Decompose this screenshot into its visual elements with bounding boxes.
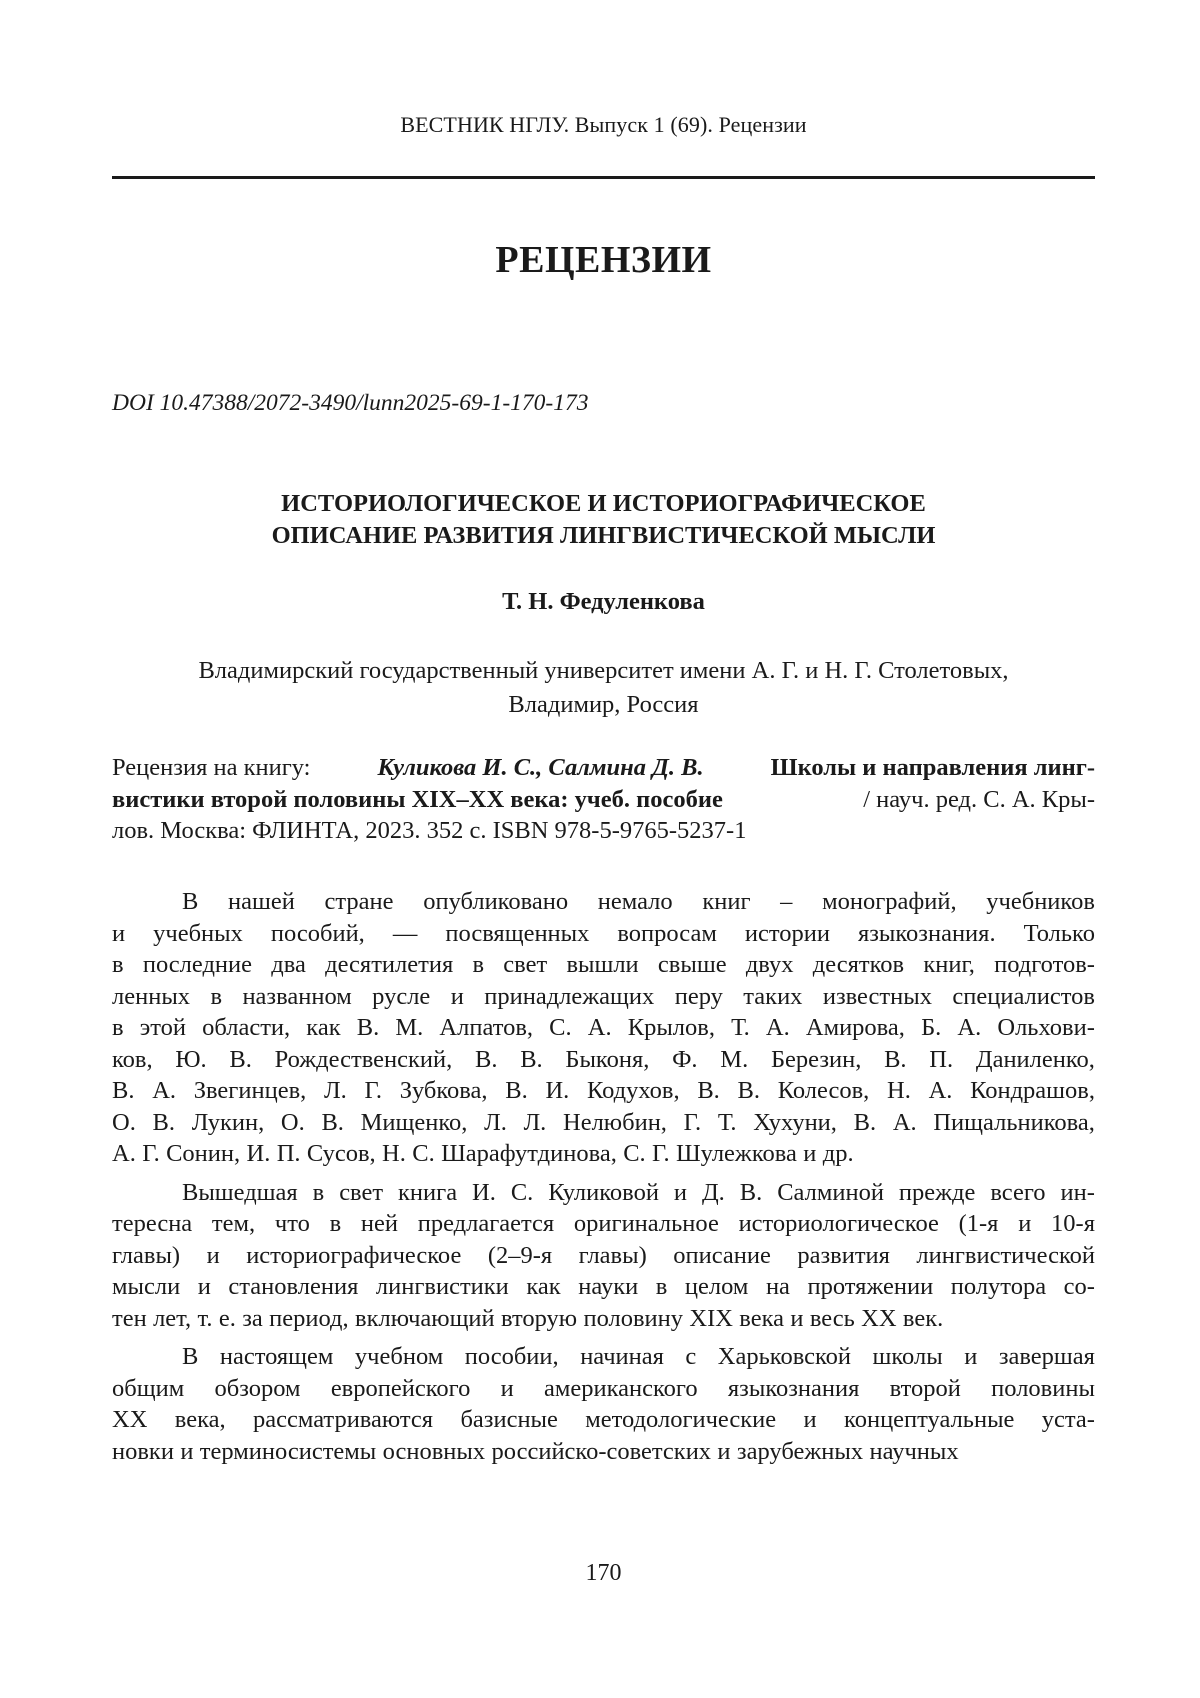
word: Н.: [382, 1140, 406, 1167]
word: С.: [623, 1140, 646, 1167]
word: лингвистики: [375, 1273, 509, 1300]
paragraph-line: [112, 1012, 1095, 1044]
paragraph-line: [112, 981, 1095, 1013]
word: П.: [929, 1045, 954, 1073]
word: пособий,: [270, 919, 365, 947]
word: истории: [744, 919, 830, 947]
word: В.: [321, 1108, 344, 1136]
word: Звегинцев,: [193, 1077, 307, 1104]
word: в: [329, 1210, 342, 1237]
word: начиная: [580, 1343, 664, 1370]
word: В: [182, 888, 199, 915]
word: века,: [174, 1406, 226, 1433]
word: Мищенко,: [360, 1108, 468, 1136]
word: школы: [872, 1343, 943, 1370]
word: Т.: [717, 1108, 737, 1136]
word: Рождественский,: [274, 1045, 453, 1073]
word: ленных: [112, 982, 191, 1010]
word: десятков: [812, 951, 905, 978]
reviewed-book: [112, 752, 1095, 847]
word: второй: [889, 1374, 961, 1402]
word: что: [274, 1210, 310, 1237]
word: (2–9-я: [487, 1241, 553, 1269]
word: Кодухов,: [586, 1077, 680, 1104]
word: тен: [112, 1304, 147, 1332]
reviewed-book-line: [112, 752, 1095, 784]
word: и: [964, 1343, 978, 1370]
word: тем,: [211, 1210, 256, 1237]
word: книга: [398, 1178, 458, 1206]
word: Сусов,: [306, 1140, 376, 1167]
word: зарубежных: [736, 1437, 864, 1465]
word: В.: [356, 1014, 380, 1041]
article-title: [112, 488, 1095, 552]
word: принадлежащих: [484, 982, 655, 1010]
word: половины: [991, 1374, 1095, 1402]
word: В.: [520, 1045, 543, 1073]
word: книг: [702, 888, 751, 915]
word: А.: [765, 1014, 790, 1041]
paragraph-line: [112, 1075, 1095, 1107]
paragraph: [112, 1177, 1095, 1335]
word: методологические: [585, 1406, 777, 1433]
word: В.: [112, 1077, 135, 1104]
word: всего: [990, 1178, 1046, 1206]
word: и: [500, 1374, 514, 1402]
word: Вышедшая: [182, 1178, 298, 1206]
word: ков,: [112, 1045, 153, 1073]
word: свыше: [657, 951, 727, 978]
word: В: [182, 1343, 199, 1370]
word: концептуальные: [844, 1406, 1015, 1433]
word: в: [112, 1014, 124, 1041]
word: Зубкова,: [399, 1077, 488, 1104]
word: немало: [597, 888, 673, 915]
header-rule: [112, 176, 1095, 179]
word: Колесов,: [777, 1077, 870, 1104]
word: терминосистемы: [199, 1437, 377, 1465]
word: последние: [142, 951, 253, 978]
paragraph-line: [112, 918, 1095, 950]
word: как: [306, 1014, 341, 1041]
word: и: [717, 1437, 731, 1465]
word: О.: [112, 1108, 136, 1136]
page-number: 170: [585, 1560, 622, 1586]
word: рассматриваются: [252, 1406, 434, 1433]
word: С.: [549, 1014, 572, 1041]
paragraph-line: [112, 949, 1095, 981]
word: и: [180, 1437, 194, 1465]
word: В.: [853, 1108, 877, 1136]
word: Л.: [523, 1108, 547, 1136]
word: протяжении: [807, 1273, 934, 1300]
word: вторую: [501, 1304, 578, 1332]
word: весь: [809, 1304, 855, 1332]
word: лингвистической: [916, 1241, 1095, 1269]
word: стране: [324, 888, 394, 915]
word: половину: [583, 1304, 684, 1332]
paragraph: [112, 1341, 1095, 1467]
word: свет: [339, 1178, 384, 1206]
article-title-line: ИСТОРИОЛОГИЧЕСКОЕ И ИСТОРИОГРАФИЧЕСКОЕ: [281, 490, 926, 517]
reviewed-book-line: [112, 784, 1095, 816]
word: В.: [697, 1077, 720, 1104]
word: Алпатов,: [439, 1014, 534, 1041]
word: Ф.: [672, 1045, 698, 1073]
word: обзором: [214, 1374, 301, 1402]
paragraph-line: [112, 1044, 1095, 1076]
word: Л.: [323, 1077, 347, 1104]
word: два: [271, 951, 306, 978]
word: европейского: [330, 1374, 471, 1402]
word: книг,: [923, 951, 975, 978]
word: языкознания.: [857, 919, 996, 947]
word: предлагается: [417, 1210, 555, 1237]
word: в: [655, 1273, 668, 1300]
paragraph-line: [112, 1341, 1095, 1373]
word: Только: [1023, 919, 1095, 947]
word: настоящем: [219, 1343, 334, 1370]
word: российско-советских: [491, 1437, 712, 1465]
author-name: Т. Н. Федуленкова: [502, 588, 705, 615]
paragraph-line: [112, 1240, 1095, 1272]
word: и: [197, 1273, 211, 1300]
word: Г.: [683, 1108, 702, 1136]
word: А.: [957, 1014, 982, 1041]
word: А.: [892, 1108, 917, 1136]
word: со-: [1063, 1273, 1095, 1300]
word: Д.: [701, 1178, 725, 1206]
article-title-line: ОПИСАНИЕ РАЗВИТИЯ ЛИНГВИСТИЧЕСКОЙ МЫСЛИ: [271, 522, 936, 549]
word: таких: [743, 982, 803, 1010]
paragraph-line: [112, 1303, 1095, 1335]
word: П.: [276, 1140, 301, 1167]
word: русле: [372, 982, 431, 1010]
word: Б.: [921, 1014, 942, 1041]
book-title-part: Школы и направления линг-: [770, 754, 1095, 781]
word: Сонин,: [166, 1140, 241, 1167]
paragraph: [112, 886, 1095, 1170]
word: описание: [673, 1241, 771, 1269]
word: на: [765, 1273, 790, 1300]
word: Ю.: [175, 1045, 207, 1073]
word: Хухуни,: [753, 1108, 837, 1136]
word: Крылов,: [627, 1014, 715, 1041]
word: др.: [822, 1140, 854, 1167]
word: Шарафутдинова,: [441, 1140, 617, 1167]
word: в: [312, 1178, 325, 1206]
paragraph-line: [112, 1138, 1095, 1170]
paragraph-line: [112, 1436, 1095, 1468]
word: и: [803, 1140, 817, 1167]
book-authors: Куликова И. С., Салмина Д. В.: [377, 754, 704, 781]
word: специалистов: [952, 982, 1095, 1010]
word: и: [790, 1304, 804, 1332]
word: языкознания: [727, 1374, 860, 1402]
word: в: [112, 951, 124, 978]
word: подготов-: [994, 951, 1095, 978]
word: и: [673, 1178, 688, 1206]
word: за: [242, 1304, 263, 1332]
word: Березин,: [770, 1045, 862, 1073]
book-editor: / науч. ред. С. А. Кры-: [863, 785, 1095, 813]
word: завершая: [998, 1343, 1095, 1370]
word: базисные: [460, 1406, 558, 1433]
paragraph-line: [112, 1404, 1095, 1436]
reviewed-book-line: [112, 815, 1095, 847]
section-title: РЕЦЕНЗИИ: [495, 239, 712, 281]
word: главы): [112, 1241, 181, 1269]
word: области,: [202, 1014, 291, 1041]
word: Кондрашов,: [970, 1077, 1095, 1104]
word: главы): [578, 1241, 647, 1269]
word: О.: [280, 1108, 305, 1136]
word: перу: [674, 982, 723, 1010]
paragraph-line: [112, 1208, 1095, 1240]
word: известных: [822, 982, 932, 1010]
book-imprint: лов. Москва: ФЛИНТА, 2023. 352 с. ISBN 978-5-9765-5237-1: [112, 817, 747, 844]
word: М.: [395, 1014, 424, 1041]
word: М.: [720, 1045, 749, 1073]
book-title-part: вистики второй половины XIX–XX века: учеб. пособие: [112, 785, 723, 813]
body-text: [112, 886, 1095, 1474]
word: свет: [503, 951, 548, 978]
word: в: [472, 951, 485, 978]
word: –: [780, 888, 793, 915]
doi: DOI 10.47388/2072-3490/lunn2025-69-1-170-173: [112, 390, 589, 416]
word: XX: [112, 1406, 148, 1433]
word: целом: [684, 1273, 749, 1300]
word: Г.: [142, 1140, 160, 1167]
word: мысли: [112, 1273, 181, 1300]
word: тересна: [112, 1210, 193, 1237]
word: опубликовано: [423, 888, 569, 915]
word: нашей: [228, 888, 295, 915]
word: Салминой: [777, 1178, 884, 1206]
word: и: [112, 919, 126, 947]
word: в: [210, 982, 223, 1010]
word: названном: [242, 982, 352, 1010]
word: век.: [902, 1304, 944, 1332]
word: В.: [505, 1077, 528, 1104]
word: десятилетия: [325, 951, 454, 978]
word: учебных: [153, 919, 243, 947]
word: XIX: [689, 1304, 733, 1332]
affiliation-line: Владимирский государственный университет имени А. Г. и Н. Г. Столетовых,: [198, 657, 1009, 684]
word: Лукин,: [191, 1108, 265, 1136]
word: С.: [510, 1178, 534, 1206]
word: оригинальное: [573, 1210, 719, 1237]
word: пособии,: [464, 1343, 559, 1370]
word: А.: [587, 1014, 612, 1041]
word: XX: [861, 1304, 897, 1332]
word: включающий: [355, 1304, 495, 1332]
word: учебников: [986, 888, 1095, 915]
word: основных: [382, 1437, 486, 1465]
word: А.: [112, 1140, 136, 1167]
word: Ольхови-: [997, 1014, 1095, 1041]
word: ин-: [1060, 1178, 1095, 1206]
word: и: [450, 982, 464, 1010]
word: Л.: [484, 1108, 507, 1136]
word: И.: [545, 1077, 570, 1104]
word: Пищальникова,: [933, 1108, 1095, 1136]
word: вопросам: [617, 919, 717, 947]
word: как: [526, 1273, 561, 1300]
affiliation-line: Владимир, Россия: [508, 691, 699, 718]
word: А.: [152, 1077, 177, 1104]
word: Шулежкова: [675, 1140, 797, 1167]
word: Г.: [364, 1077, 382, 1104]
word: посвященных: [445, 919, 590, 947]
word: лет,: [153, 1304, 192, 1332]
running-head: ВЕСТНИК НГЛУ. Выпуск 1 (69). Рецензии: [400, 112, 807, 137]
word: общим: [112, 1374, 185, 1402]
paragraph-line: [112, 1373, 1095, 1405]
word: Куликовой: [548, 1178, 659, 1206]
paragraph-line: [112, 886, 1095, 918]
word: новки: [112, 1437, 174, 1465]
word: Т.: [731, 1014, 750, 1041]
word: Даниленко,: [975, 1045, 1095, 1073]
word: е.: [218, 1304, 236, 1332]
word: (1-я: [958, 1210, 999, 1237]
word: Н.: [887, 1077, 911, 1104]
word: века: [739, 1304, 784, 1332]
word: этой: [139, 1014, 186, 1041]
word: с: [685, 1343, 697, 1370]
word: уста-: [1041, 1406, 1095, 1433]
word: Амирова,: [805, 1014, 905, 1041]
word: В.: [737, 1077, 760, 1104]
word: период,: [269, 1304, 349, 1332]
word: американского: [544, 1374, 698, 1402]
word: и: [1018, 1210, 1032, 1237]
word: И.: [246, 1140, 271, 1167]
word: Нелюбин,: [563, 1108, 667, 1136]
word: И.: [472, 1178, 496, 1206]
word: монографий,: [822, 888, 957, 915]
word: В.: [739, 1178, 763, 1206]
word: становления: [228, 1273, 359, 1300]
word: С.: [412, 1140, 435, 1167]
review-label: Рецензия на книгу:: [112, 754, 311, 781]
word: Харьковской: [717, 1343, 852, 1370]
word: прежде: [898, 1178, 976, 1206]
word: развития: [797, 1241, 890, 1269]
word: В.: [884, 1045, 907, 1073]
word: историологическое: [738, 1210, 939, 1237]
paragraph-line: [112, 1271, 1095, 1303]
word: и: [803, 1406, 817, 1433]
word: В.: [229, 1045, 252, 1073]
word: —: [392, 919, 418, 947]
word: историографическое: [246, 1241, 462, 1269]
word: двух: [745, 951, 794, 978]
word: 10-я: [1051, 1210, 1095, 1237]
word: Быконя,: [565, 1045, 650, 1073]
word: Г.: [652, 1140, 670, 1167]
author-affiliation: [112, 654, 1095, 722]
word: вышли: [566, 951, 639, 978]
word: учебном: [354, 1343, 444, 1370]
paragraph-line: [112, 1107, 1095, 1139]
paragraph-line: [112, 1177, 1095, 1209]
word: и: [206, 1241, 220, 1269]
word: ней: [360, 1210, 398, 1237]
journal-page: [112, 0, 1095, 1698]
word: А.: [928, 1077, 953, 1104]
word: т.: [197, 1304, 213, 1332]
word: науки: [578, 1273, 639, 1300]
word: В.: [474, 1045, 498, 1073]
word: научных: [869, 1437, 959, 1465]
word: полутора: [950, 1273, 1047, 1300]
word: В.: [152, 1108, 175, 1136]
